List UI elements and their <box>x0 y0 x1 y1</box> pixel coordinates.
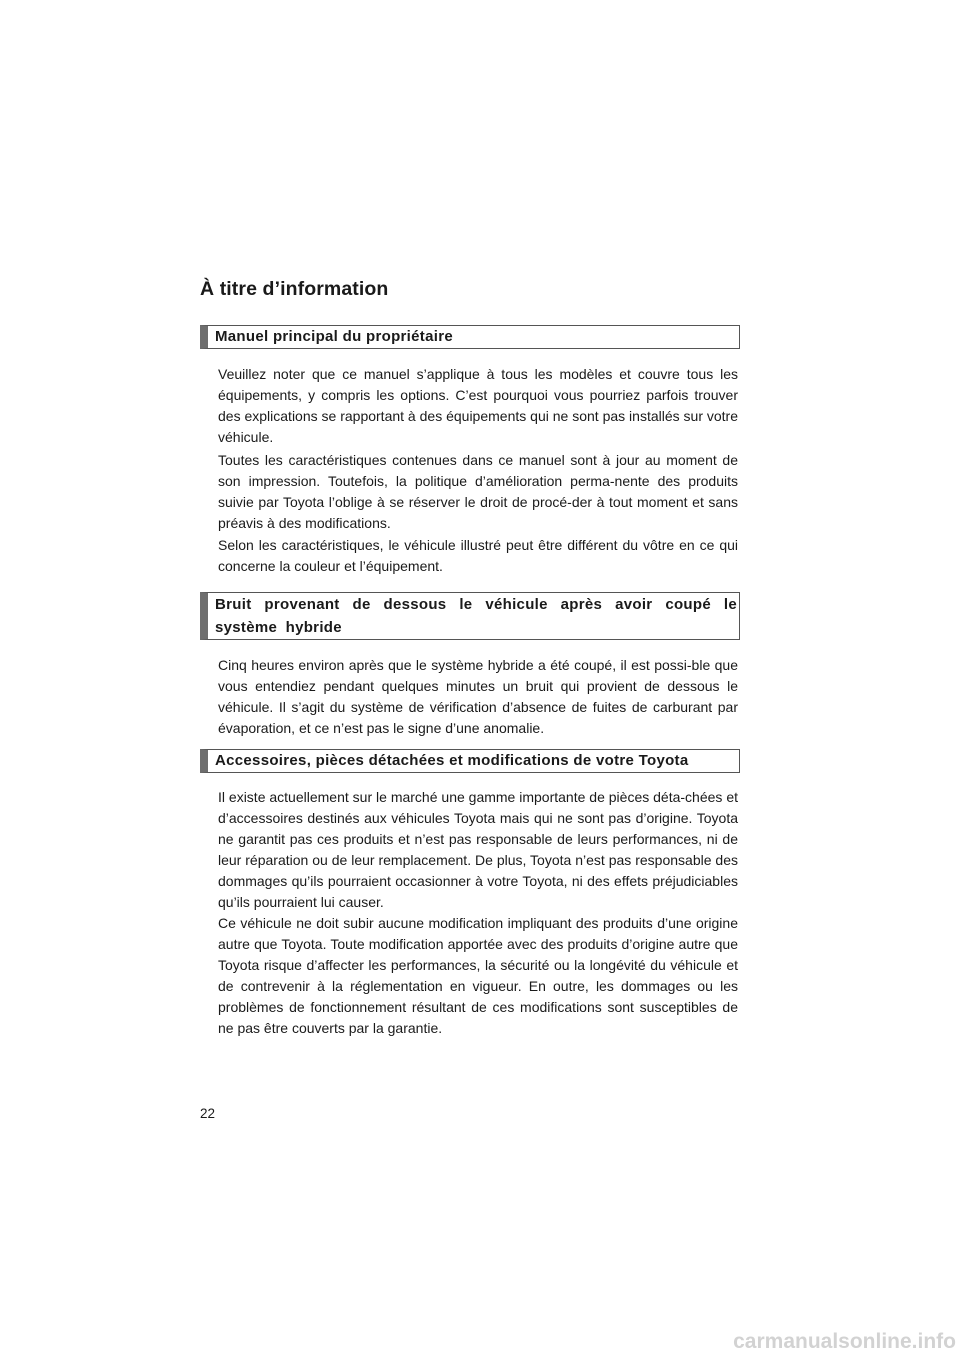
section-heading-owners-manual <box>200 325 740 349</box>
paragraph-manual-scope: Veuillez noter que ce manuel s’applique à tous les modèles et couvre tous les équipements, y compris les options. C’est pourquoi vous pourriez parfois trouver des explications se rapportant à des équipements qui ne sont pas installés sur votre véhicule. <box>218 366 738 445</box>
section-heading-noise-under-vehicle <box>200 592 740 640</box>
paragraph-illustrations: Selon les caractéristiques, le véhicule illustré peut être différent du vôtre en ce qui concerne la couleur et l’équipement. <box>218 537 738 574</box>
page-title: À titre d’information <box>200 278 389 300</box>
section-heading-text: Bruit provenant de dessous le véhicule après avoir coupé le système hybride <box>215 596 737 636</box>
paragraph-modifications: Ce véhicule ne doit subir aucune modification impliquant des produits d’une origine autre que Toyota. Toute modification apportée avec des produits d’origine autre que Toyota risque d’affecter les performances, la sécurité ou la longévité du véhicule et de contrevenir à la réglementation en vigueur. En outre, les dommages ou les problèmes de fonctionnement résultant de ces modifications sont susceptibles de ne pas être couverts par la garantie. <box>218 915 738 1036</box>
section-heading-text: Accessoires, pièces détachées et modifications de votre Toyota <box>215 752 689 769</box>
paragraph-evaporative-check: Cinq heures environ après que le système hybride a été coupé, il est possi-ble que vous entendiez pendant quelques minutes un bruit qui provient de dessous le véhicule. Il s’agit du système de vérification d’absence de fuites de carburant par évaporation, et ce n’est pas le signe d’une anomalie. <box>218 657 738 736</box>
section-heading-text: Manuel principal du propriétaire <box>215 328 453 345</box>
paragraph-aftermarket-parts: Il existe actuellement sur le marché une gamme importante de pièces déta-chées et d’accessoires destinés aux véhicules Toyota mais qui ne sont pas d’origine. Toyota ne garantit pas ces produits et n’est pas responsable de leurs performances, ni de leur réparation ou de leur remplacement. De plus, Toyota n’est pas responsable des dommages qu’ils pourraient occasionner à votre Toyota, ni des effets préjudiciables qu’ils pourraient lui causer. <box>218 789 738 910</box>
paragraph-specifications: Toutes les caractéristiques contenues dans ce manuel sont à jour au moment de son impression. Toutefois, la politique d’amélioration perma-nente des produits suivie par Toyota l’oblige à se réserver le droit de procé-der à tout moment et sans préavis à des modifications. <box>218 452 738 531</box>
section-heading-accessories <box>200 749 740 773</box>
page-number: 22 <box>200 1106 216 1121</box>
watermark-logo: carmanualsonline.info <box>733 1330 956 1353</box>
